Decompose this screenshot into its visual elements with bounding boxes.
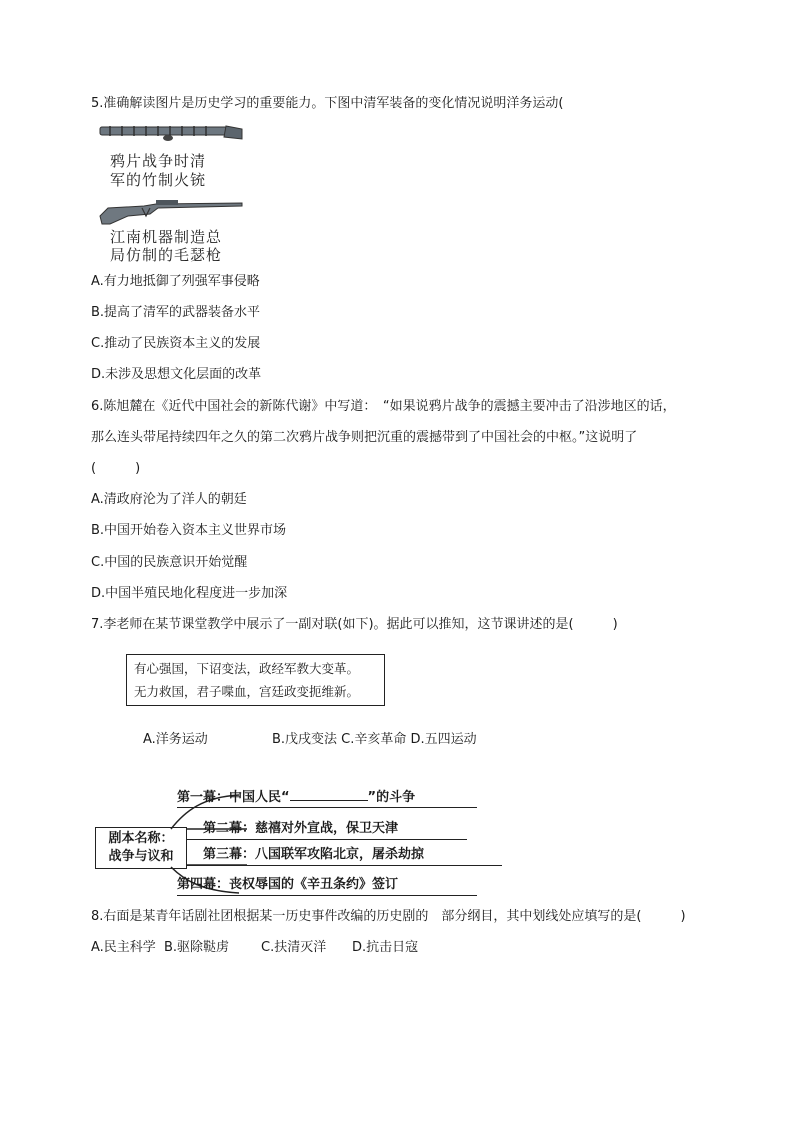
q6-option-c: C.中国的民族意识开始觉醒 — [91, 555, 248, 570]
mauser-rifle-icon — [98, 194, 244, 228]
q7-options-bcd: B.戊戌变法 C.辛亥革命 D.五四运动 — [272, 732, 477, 747]
q6-stem-line1: 6.陈旭麓在《近代中国社会的新陈代谢》中写道： “如果说鸦片战争的震撼主要冲击了沿涉地区的话， — [91, 399, 676, 414]
q5-option-c: C.推动了民族资本主义的发展 — [91, 336, 261, 351]
q7-option-a: A.洋务运动 — [143, 732, 208, 747]
q6-stem-line2: 那么连头带尾持续四年之久的第二次鸦片战争则把沉重的震撼带到了中国社会的中枢。”这说明了 — [91, 430, 638, 445]
q6-option-b: B.中国开始卷入资本主义世界市场 — [91, 523, 287, 538]
act-1-blank — [290, 789, 368, 801]
q7-stem: 7.李老师在某节课堂教学中展示了一副对联(如下)。据此可以推知，这节课讲述的是( ) — [91, 617, 618, 632]
drama-outline — [95, 783, 515, 898]
q6-option-d: D.中国半殖民地化程度进一步加深 — [91, 586, 288, 601]
q8-option-c: C.扶清灭洋 — [261, 940, 327, 955]
caption-bamboo-gun-2: 军的竹制火铳 — [110, 171, 207, 189]
bamboo-gun-icon — [98, 120, 244, 144]
q5-option-a: A.有力地抵御了列强军事侵略 — [91, 274, 260, 289]
act-1 — [177, 789, 415, 806]
caption-bamboo-gun-1: 鸦片战争时清 — [110, 152, 207, 170]
q8-option-a: A.民主科学 — [91, 940, 156, 955]
caption-mauser-2: 局仿制的毛瑟枪 — [110, 246, 223, 264]
couplet-line-1: 有心强国，下诏变法，政经军教大变革。 — [134, 661, 360, 676]
act-4: 第四幕：丧权辱国的《辛丑条约》签订 — [177, 877, 399, 892]
q8-option-b: B.驱除鞑虏 — [164, 940, 230, 955]
q6-option-a: A.清政府沦为了洋人的朝廷 — [91, 492, 247, 507]
couplet-box — [126, 654, 385, 706]
couplet-line-2: 无力救国，君子喋血，宫廷政变扼维新。 — [134, 684, 360, 699]
q5-option-d: D.未涉及思想文化层面的改革 — [91, 367, 262, 382]
q5-option-b: B.提高了清军的武器装备水平 — [91, 305, 261, 320]
act-1-pre: 第一幕：中国人民“ — [177, 790, 290, 805]
q6-stem-line3: ( ) — [91, 461, 141, 476]
q8-stem: 8.右面是某青年话剧社团根据某一历史事件改编的历史剧的 部分纲目，其中划线处应填写的是( ) — [91, 909, 686, 924]
act-3: 第三幕：八国联军攻陷北京，屠杀劫掠 — [203, 847, 425, 862]
drama-title-label: 剧本名称： — [108, 831, 174, 846]
drama-title-name: 战争与议和 — [108, 849, 174, 864]
q5-stem: 5.准确解读图片是历史学习的重要能力。下图中清军装备的变化情况说明洋务运动( — [91, 96, 564, 111]
drama-title-box — [95, 827, 187, 869]
q8-option-d: D.抗击日寇 — [352, 940, 419, 955]
caption-mauser-1: 江南机器制造总 — [110, 228, 223, 246]
weapons-figure — [98, 120, 244, 262]
act-2: 第二幕：慈禧对外宣战，保卫天津 — [203, 821, 399, 836]
act-1-post: ”的斗争 — [367, 790, 416, 805]
